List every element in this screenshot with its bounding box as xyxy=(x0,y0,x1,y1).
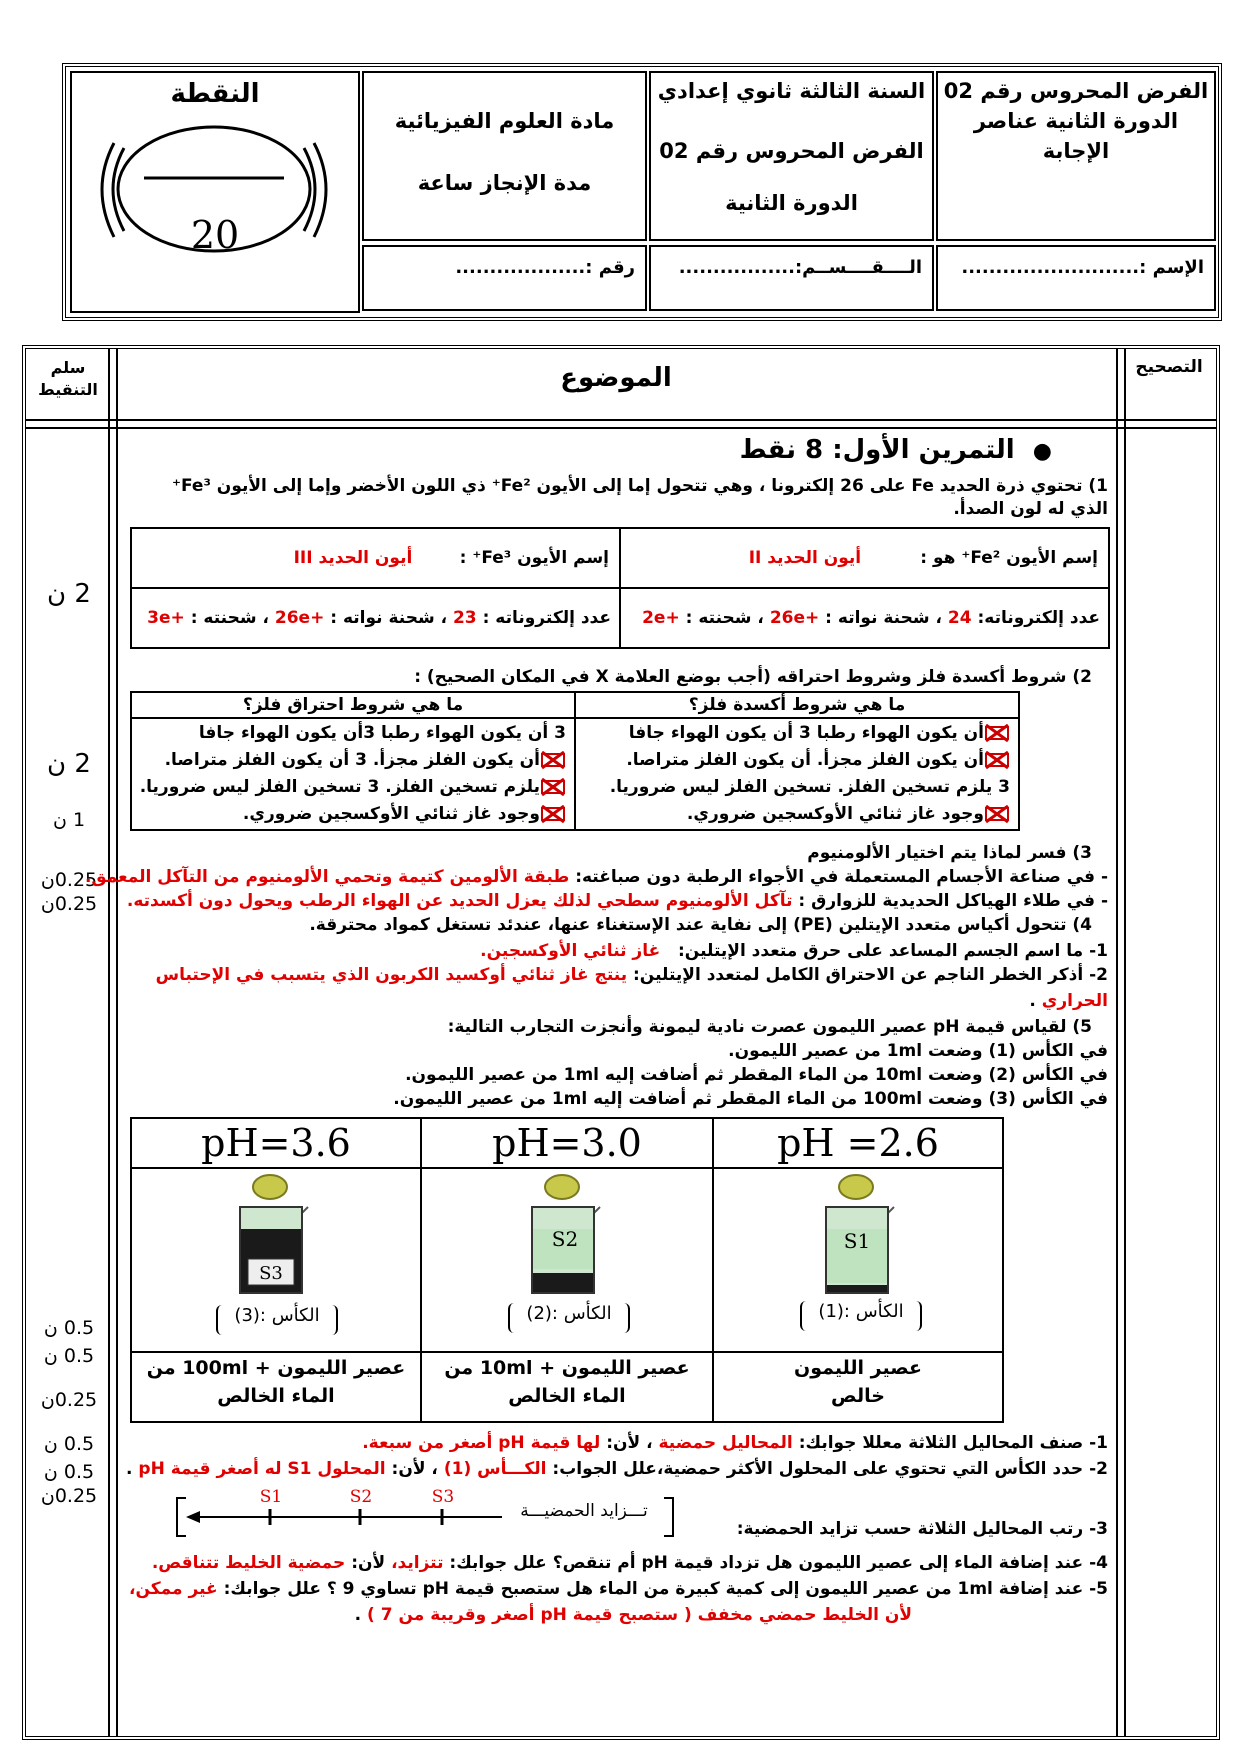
q1-line2: الذي له لون الصدأ. xyxy=(953,499,1108,519)
level: السنة الثالثة ثانوي إعدادي xyxy=(657,79,926,103)
q4-1: 1- ما اسم الجسم المساعد على حرق متعدد الإيتلين: غاز ثنائي الأوكسجين. xyxy=(480,941,1108,961)
cup-2: الكأس :(2) xyxy=(508,1303,630,1333)
q2: 2) شروط أكسدة فلز وشروط احتراقه (أجب بوضع العلامة X في المكان الصحيح) : xyxy=(414,667,1092,687)
s4: 4- عند إضافة الماء إلى عصير الليمون هل تزداد قيمة pH أم تنقص؟ علل جوابك: تتزايد، لأن: حمضية الخليط تتناقص. xyxy=(151,1553,1108,1573)
q5-l2: في الكأس (1) وضعت 1ml من عصير الليمون. xyxy=(728,1041,1108,1061)
beaker-3 xyxy=(132,1119,420,1421)
q4-2-cont: الحراري . xyxy=(1029,991,1108,1011)
score-4: 0.25ن xyxy=(40,869,98,891)
cup-1: الكأس :(1) xyxy=(800,1301,922,1331)
duration: مدة الإنجاز ساعة xyxy=(417,171,592,195)
x-mark-icon xyxy=(984,805,1010,823)
score-6: 0.5 ن xyxy=(43,1317,95,1339)
s1: 1- صنف المحاليل الثلاثة معللا جوابك: المحاليل حمضية ، لأن: لها قيمة pH أصغر من سبعة. xyxy=(362,1433,1108,1453)
cup-3: الكأس :(3) xyxy=(216,1305,338,1335)
s3: 3- رتب المحاليل الثلاثة حسب تزايد الحمضية: xyxy=(736,1519,1108,1539)
ox-opt-4: وجود غاز ثنائي الأوكسجين ضروري. xyxy=(577,801,1010,828)
ion-fe2-data: عدد إلكتروناته: 24 ، شحنة نواته : +26e ، شحنته : +2e xyxy=(620,588,1109,648)
exam-mid: الفرض المحروس رقم 02 xyxy=(659,139,924,163)
score-2: 2 ن xyxy=(47,749,91,779)
axis-bracket-right xyxy=(664,1497,674,1537)
exam-cell xyxy=(936,71,1216,241)
x-mark-icon xyxy=(540,751,566,769)
ion-fe3-name: إسم الأيون Fe³⁺ : أيون الحديد III xyxy=(131,528,620,588)
axis-label: تـــزايد الحمضيـــة xyxy=(520,1501,648,1521)
subject-cell xyxy=(362,71,647,241)
class-cell xyxy=(649,245,934,311)
score-11: 0.25ن xyxy=(40,1485,98,1507)
combustion-options xyxy=(131,718,575,830)
number-cell xyxy=(362,245,647,311)
ox-opt-1: أن يكون الهواء رطبا 3 أن يكون الهواء جافا xyxy=(577,720,1010,747)
ions-table xyxy=(130,527,1110,649)
exercise-title: ● التمرين الأول: 8 نقط xyxy=(739,435,1052,465)
axis-point-2: S2 xyxy=(349,1487,373,1507)
subject: مادة العلوم الفيزيائية xyxy=(394,109,615,133)
beakers-table xyxy=(130,1117,1004,1423)
class-field: الــــقــــســم:................. xyxy=(678,257,922,278)
conditions-table xyxy=(130,691,1020,831)
score-3: 1 ن xyxy=(52,809,86,831)
axis-bracket-left xyxy=(176,1497,186,1537)
name-cell xyxy=(936,245,1216,311)
exam-right-1: الفرض المحروس رقم 02 xyxy=(943,79,1209,103)
exam-right-3: الإجابة xyxy=(1042,139,1110,163)
ox-opt-2: أن يكون الفلز مجزأ. أن يكون الفلز متراصا. xyxy=(577,747,1010,774)
ph-value-2: pH=3.0 xyxy=(492,1121,642,1165)
score-8: 0.25ن xyxy=(40,1389,98,1411)
q3: 3) فسر لماذا يتم اختيار الألومنيوم xyxy=(807,843,1092,863)
name-field: الإسم :.......................... xyxy=(961,257,1204,278)
note-total: 20 xyxy=(190,213,240,257)
content-2a: عصير الليمون + 10ml من xyxy=(444,1357,690,1379)
ion-fe2-name: إسم الأيون Fe²⁺ هو : أيون الحديد II xyxy=(620,528,1109,588)
s2: 2- حدد الكأس التي تحتوي على المحلول الأكثر حمضية،علل الجواب: الكـــأس (1) ، لأن: المحلول S1 له أصغر قيمة pH . xyxy=(126,1459,1108,1479)
score-1: 2 ن xyxy=(47,579,91,609)
ph-value-1: pH =2.6 xyxy=(777,1121,939,1165)
beaker-label-1: S1 xyxy=(843,1229,871,1253)
beaker-1 xyxy=(714,1119,1002,1421)
subject-area xyxy=(84,431,1112,1731)
subject-header: الموضوع xyxy=(560,363,672,393)
combustion-head: ما هي شروط احتراق فلز؟ xyxy=(131,692,575,718)
q1-line1: 1) تحتوي ذرة الحديد Fe على 26 إلكترونا ، وهي تتحول إما إلى الأيون Fe²⁺ ذي اللون الأخضر وإما إلى الأيون Fe³⁺ xyxy=(172,476,1108,496)
exam-right-2: الدورة الثانية عناصر xyxy=(973,109,1179,133)
s5: 5- عند إضافة 1ml من عصير الليمون إلى كمية كبيرة من الماء هل ستصبح قيمة pH تساوي 9 ؟ علل جوابك: غير ممكن، xyxy=(129,1579,1108,1599)
q5-l1: 5) لقياس قيمة pH عصير الليمون عصرت نادية ليمونة وأنجزت التجارب التالية: xyxy=(447,1017,1092,1037)
acidity-axis xyxy=(176,1487,676,1537)
q5-l4: في الكأس (3) وضعت 100ml من الماء المقطر ثم أضافت إليه 1ml من عصير الليمون. xyxy=(393,1089,1108,1109)
x-mark-icon xyxy=(540,805,566,823)
content-3a: عصير الليمون + 100ml من xyxy=(146,1357,406,1379)
oxidation-head: ما هي شروط أكسدة فلز؟ xyxy=(575,692,1019,718)
scale-header: سلم التنقيط xyxy=(38,358,98,399)
axis-point-3: S3 xyxy=(431,1487,455,1507)
answer-sheet xyxy=(22,345,1220,1740)
q4-2: 2- أذكر الخطر الناجم عن الاحتراق الكامل لمتعدد الإيتلين: ينتج غاز ثنائي أوكسيد الكربون الذي يتسبب في الإحتباس xyxy=(155,965,1108,985)
comb-opt-4: وجود غاز ثنائي الأوكسجين ضروري. xyxy=(133,801,566,828)
comb-opt-3: يلزم تسخين الفلز. 3 تسخين الفلز ليس ضروريا. xyxy=(133,774,566,801)
comb-opt-2: أن يكون الفلز مجزأ. 3 أن يكون الفلز متراصا. xyxy=(133,747,566,774)
ox-opt-3: 3 يلزم تسخين الفلز. تسخين الفلز ليس ضروريا. xyxy=(609,777,1010,797)
s5-cont: لأن الخليط حمضي مخفف ( ستصبح قيمة pH أصغر وقريبة من 7 ) . xyxy=(354,1605,912,1625)
content-3b: الماء الخالص xyxy=(217,1385,335,1407)
x-mark-icon xyxy=(540,778,566,796)
comb-opt-1: 3 أن يكون الهواء رطبا 3أن يكون الهواء جافا xyxy=(198,723,566,743)
score-5: 0.25ن xyxy=(40,893,98,915)
q5-l3: في الكأس (2) وضعت 10ml من الماء المقطر ثم أضافت إليه 1ml من عصير الليمون. xyxy=(405,1065,1108,1085)
correction-header: التصحيح xyxy=(1135,357,1203,377)
session-mid: الدورة الثانية xyxy=(725,191,858,215)
x-mark-icon xyxy=(984,751,1010,769)
beaker-label-3: S3 xyxy=(259,1263,283,1284)
content-1b: خالص xyxy=(831,1385,885,1407)
level-cell xyxy=(649,71,934,241)
exam-header xyxy=(62,63,1222,321)
x-mark-icon xyxy=(984,724,1010,742)
number-field: رقم :................... xyxy=(455,257,635,278)
q3-b: - في طلاء الهياكل الحديدية للزوارق : تآكل الألومنيوم سطحي لذلك يعزل الحديد عن الهواء الرطب ويحول دون أكسدته. xyxy=(126,891,1108,911)
note-cell xyxy=(70,71,360,313)
beaker-2 xyxy=(422,1119,712,1421)
axis-point-1: S1 xyxy=(259,1487,283,1507)
content-1a: عصير الليمون xyxy=(794,1357,922,1379)
q3-a: - في صناعة الأجسام المستعملة في الأجواء الرطبة دون صباغته: طبقة الألومين كتيمة وتحمي الألومنيوم من التآكل المعمق. xyxy=(84,867,1108,887)
oxidation-options xyxy=(575,718,1019,830)
note-label: النقطة xyxy=(170,79,260,109)
ion-fe3-data: عدد إلكتروناته : 23 ، شحنة نواته : +26e ، شحنته : +3e xyxy=(131,588,620,648)
content-2b: الماء الخالص xyxy=(508,1385,626,1407)
score-9: 0.5 ن xyxy=(43,1433,95,1455)
score-10: 0.5 ن xyxy=(43,1461,95,1483)
q4: 4) تتحول أكياس متعدد الإيتلين (PE) إلى نفاية عند الإستغناء عنها، عندئد تستغل كمواد محترقة. xyxy=(309,915,1092,935)
beaker-label-2: S2 xyxy=(551,1227,579,1251)
ph-value-3: pH=3.6 xyxy=(201,1121,351,1165)
score-7: 0.5 ن xyxy=(43,1345,95,1367)
